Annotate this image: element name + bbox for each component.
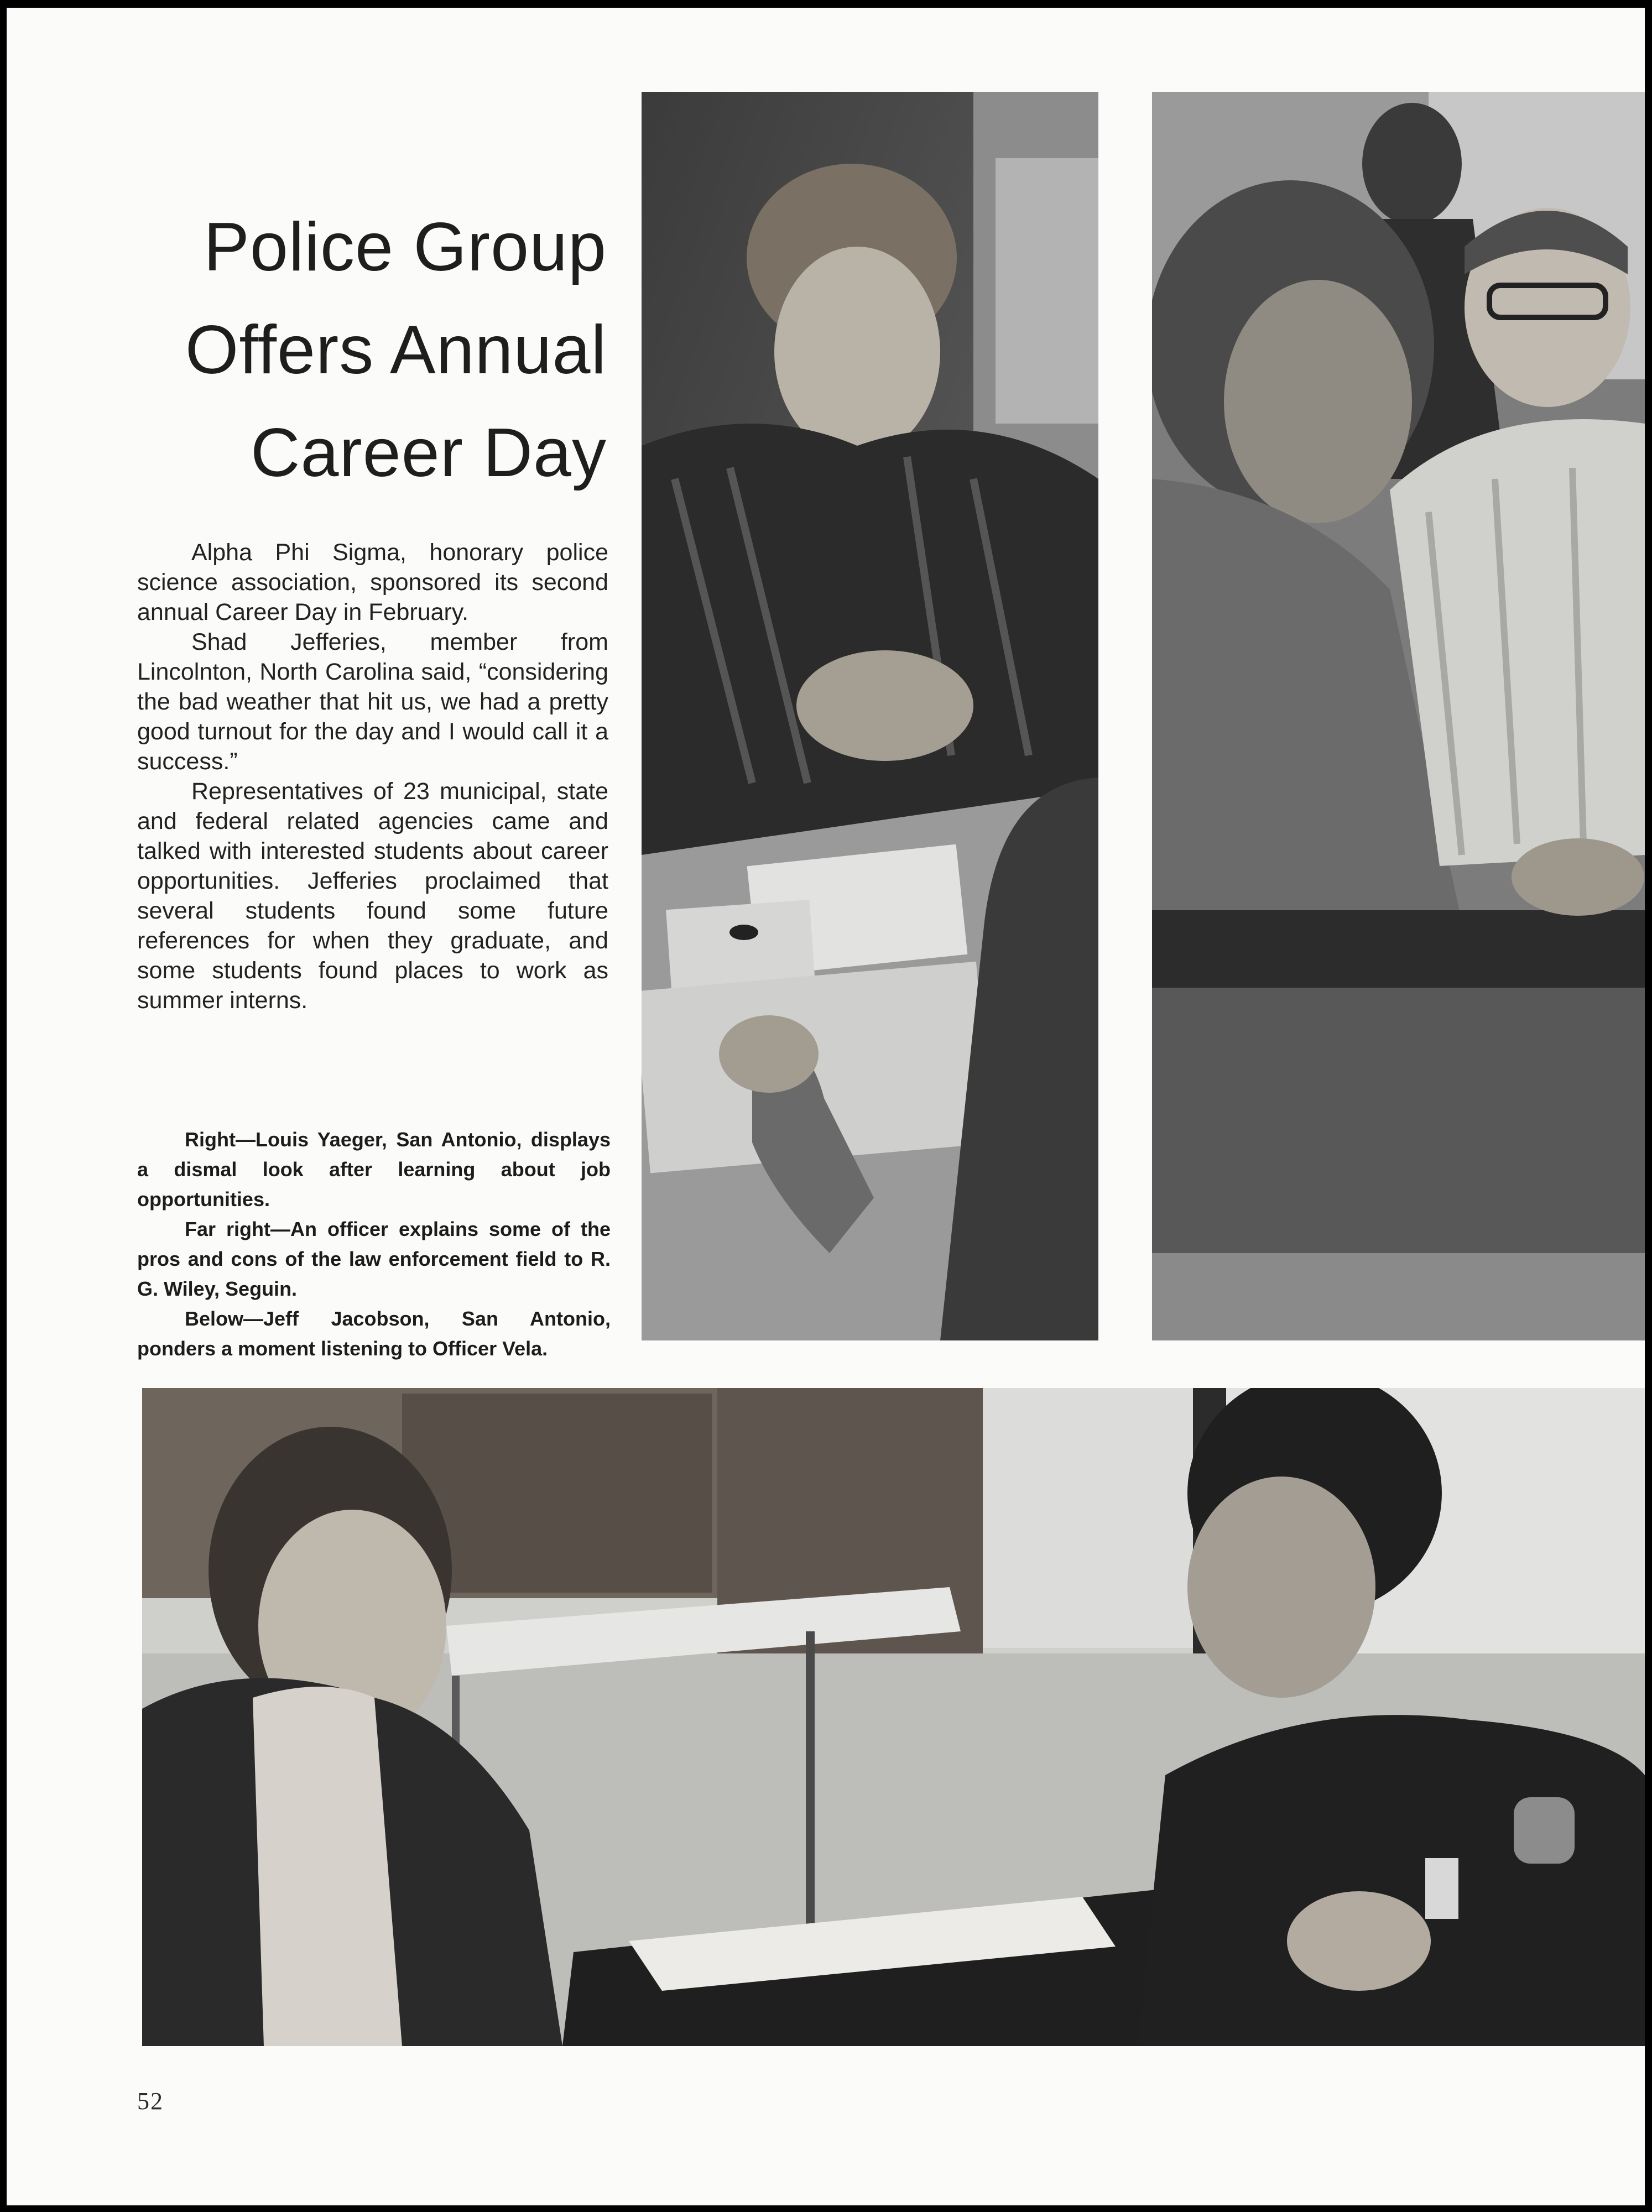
article-paragraph-1: Alpha Phi Sigma, honorary police science association, sponsored its second annual Career Day in February. [137, 539, 608, 625]
yearbook-page [7, 8, 1645, 2205]
photo-student-and-officer-vela-image [142, 1388, 1645, 2046]
headline-line-3: Career Day [251, 415, 607, 491]
photo-student-at-table [642, 92, 1098, 1340]
page-number: 52 [137, 2088, 164, 2115]
caption-below: Below—Jeff Jacobson, San Antonio, ponders a moment listening to Officer Vela. [137, 1307, 611, 1360]
headline [90, 196, 607, 504]
photo-student-and-officer-vela [142, 1388, 1645, 2046]
photo-officer-and-student-image [1152, 92, 1645, 1340]
headline-line-2: Offers Annual [185, 312, 607, 388]
headline-line-1: Police Group [204, 209, 607, 285]
article-body [137, 538, 608, 1015]
article-paragraph-3: Representatives of 23 municipal, state and federal related agencies came and talked with interested students about career opportunities. Jefferies proclaimed that several students found some future references for when they graduate, and some students found places to work as summer interns. [137, 778, 608, 1014]
caption-far-right: Far right—An officer explains some of the pros and cons of the law enforcement field to R. G. Wiley, Seguin. [137, 1218, 611, 1300]
article-paragraph-2: Shad Jefferies, member from Lincolnton, North Carolina said, “considering the bad weather that hit us, we had a pretty good turnout for the day and I would call it a success.” [137, 629, 608, 775]
caption-right: Right—Louis Yaeger, San Antonio, displays a dismal look after learning about job opportunities. [137, 1128, 611, 1211]
photo-student-at-table-image [642, 92, 1098, 1340]
photo-captions [137, 1125, 611, 1364]
photo-officer-and-student [1152, 92, 1645, 1340]
